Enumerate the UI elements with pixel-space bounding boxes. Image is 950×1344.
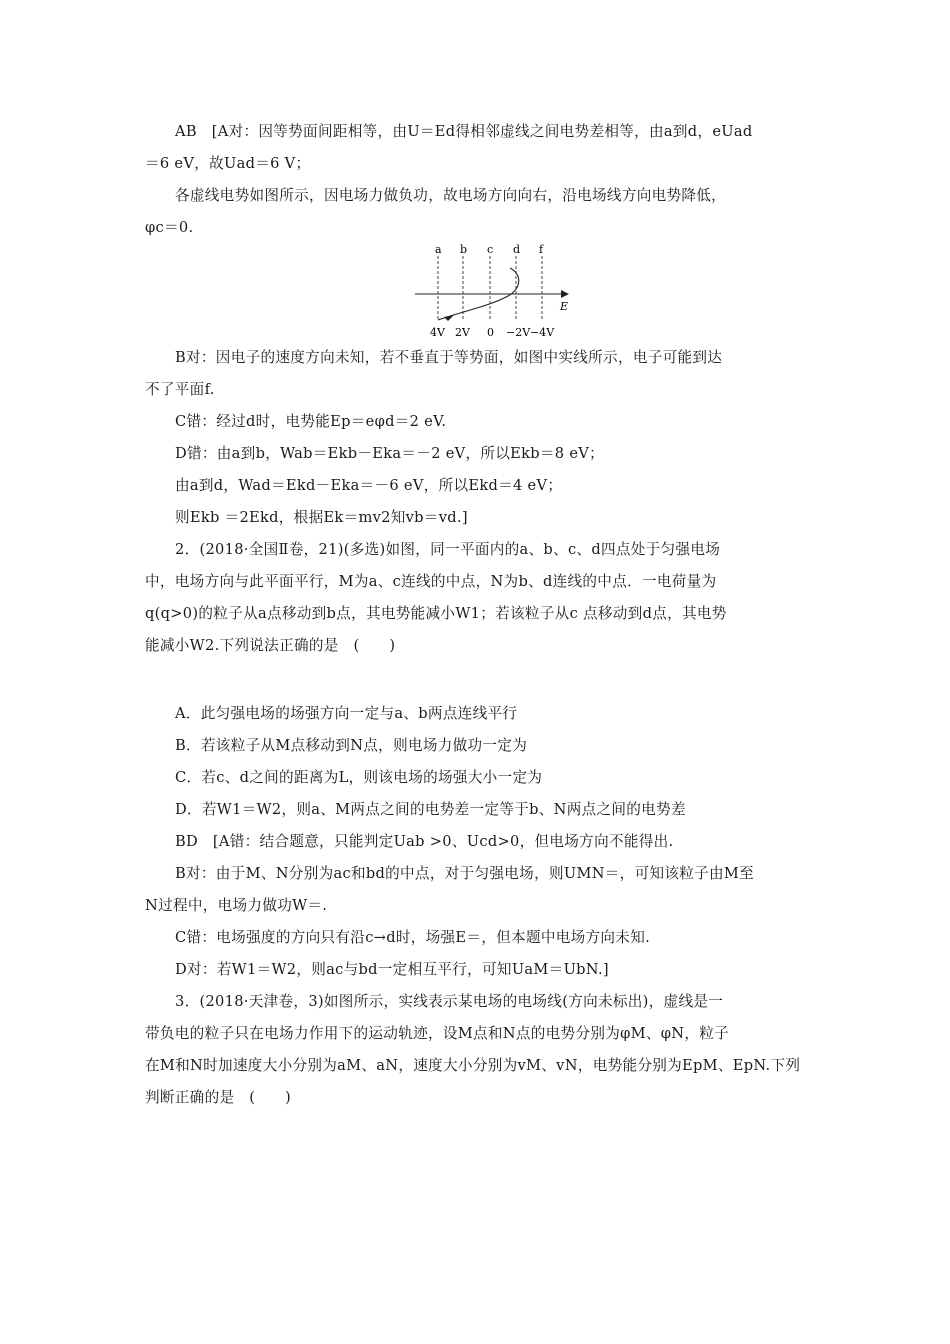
paragraph-line: 则Ekb ＝2Ekd，根据Ek＝mv2知vb＝vd.] bbox=[175, 509, 468, 526]
label-c: c bbox=[487, 243, 494, 256]
label-d: d bbox=[513, 243, 521, 256]
paragraph-line: q(q>0)的粒子从a点移动到b点，其电势能减小W1；若该粒子从c 点移动到d点，其电势 bbox=[145, 605, 727, 622]
paragraph-line: 判断正确的是 ( ) bbox=[145, 1089, 292, 1106]
potential-label-c: 0 bbox=[487, 326, 494, 339]
paragraph-line: C错：电场强度的方向只有沿c→d时，场强E＝，但本题中电场方向未知. bbox=[175, 929, 651, 946]
equipotential-figure bbox=[145, 242, 810, 342]
paragraph-line: C错：经过d时，电势能Ep＝eφd＝2 eV. bbox=[175, 413, 447, 430]
paragraph-line: D对：若W1＝W2，则ac与bd一定相互平行，可知UaM＝UbN.] bbox=[175, 961, 609, 978]
potential-label-b: 2V bbox=[455, 326, 470, 339]
paragraph-line: 各虚线电势如图所示，因电场力做负功，故电场方向向右，沿电场线方向电势降低， bbox=[175, 187, 727, 204]
equipotential-diagram bbox=[410, 242, 720, 342]
paragraph-line: ＝6 eV，故Uad＝6 V； bbox=[145, 155, 311, 172]
paragraph-line: 在M和N时加速度大小分别为aM、aN，速度大小分别为vM、vN，电势能分别为EpM、EpN.下列 bbox=[145, 1057, 801, 1074]
paragraph-line: A．此匀强电场的场强方向一定与a、b两点连线平行 bbox=[175, 705, 518, 722]
paragraph-line: 能减小W2.下列说法正确的是 ( ) bbox=[145, 637, 396, 654]
paragraph-line: D．若W1＝W2，则a、M两点之间的电势差一定等于b、N两点之间的电势差 bbox=[175, 801, 686, 818]
label-b: b bbox=[460, 243, 468, 256]
paragraph-line: N过程中，电场力做功W＝. bbox=[145, 897, 328, 914]
paragraph-line: AB [A对：因等势面间距相等，由U＝Ed得相邻虚线之间电势差相等，由a到d，eUad bbox=[175, 123, 753, 140]
paragraph-line: BD [A错：结合题意，只能判定Uab >0、Ucd>0，但电场方向不能得出. bbox=[175, 833, 674, 850]
paragraph-line: 由a到d，Wad＝Ekd－Eka＝－6 eV，所以Ekd＝4 eV； bbox=[175, 477, 563, 494]
potential-label-d: −2V bbox=[506, 326, 531, 339]
paragraph-line: 带负电的粒子只在电场力作用下的运动轨迹，设M点和N点的电势分别为φM、φN，粒子 bbox=[145, 1025, 730, 1042]
paragraph-line: C．若c、d之间的距离为L，则该电场的场强大小一定为 bbox=[175, 769, 543, 786]
paragraph-line: B对：由于M、N分别为ac和bd的中点，对于匀强电场，则UMN＝，可知该粒子由M至 bbox=[175, 865, 755, 882]
paragraph-line: 2．(2018·全国Ⅱ卷，21)(多选)如图，同一平面内的a、b、c、d四点处于匀强电场 bbox=[175, 541, 721, 558]
paragraph-line: B对：因电子的速度方向未知，若不垂直于等势面，如图中实线所示，电子可能到达 bbox=[175, 349, 723, 366]
paragraph-line: 不了平面f. bbox=[145, 381, 215, 398]
paragraph-line bbox=[145, 674, 810, 694]
label-f: f bbox=[539, 243, 544, 256]
field-label-E: E bbox=[560, 300, 569, 313]
potential-label-f: −4V bbox=[530, 326, 555, 339]
label-a: a bbox=[435, 243, 442, 256]
paragraph-line: D错：由a到b，Wab＝Ekb－Eka＝－2 eV，所以Ekb＝8 eV； bbox=[175, 445, 605, 462]
text-block-after-figure bbox=[145, 348, 810, 1108]
potential-label-a: 4V bbox=[430, 326, 445, 339]
paragraph-line: 3．(2018·天津卷，3)如图所示，实线表示某电场的电场线(方向未标出)，虚线是一 bbox=[175, 993, 724, 1010]
paragraph-line: B．若该粒子从M点移动到N点，则电场力做功一定为 bbox=[175, 737, 528, 754]
document-page bbox=[145, 122, 810, 1120]
paragraph-line: 中，电场方向与此平面平行，M为a、c连线的中点，N为b、d连线的中点．一电荷量为 bbox=[145, 573, 717, 590]
paragraph-line: φc＝0. bbox=[145, 219, 194, 236]
text-block-before-figure bbox=[145, 122, 810, 238]
